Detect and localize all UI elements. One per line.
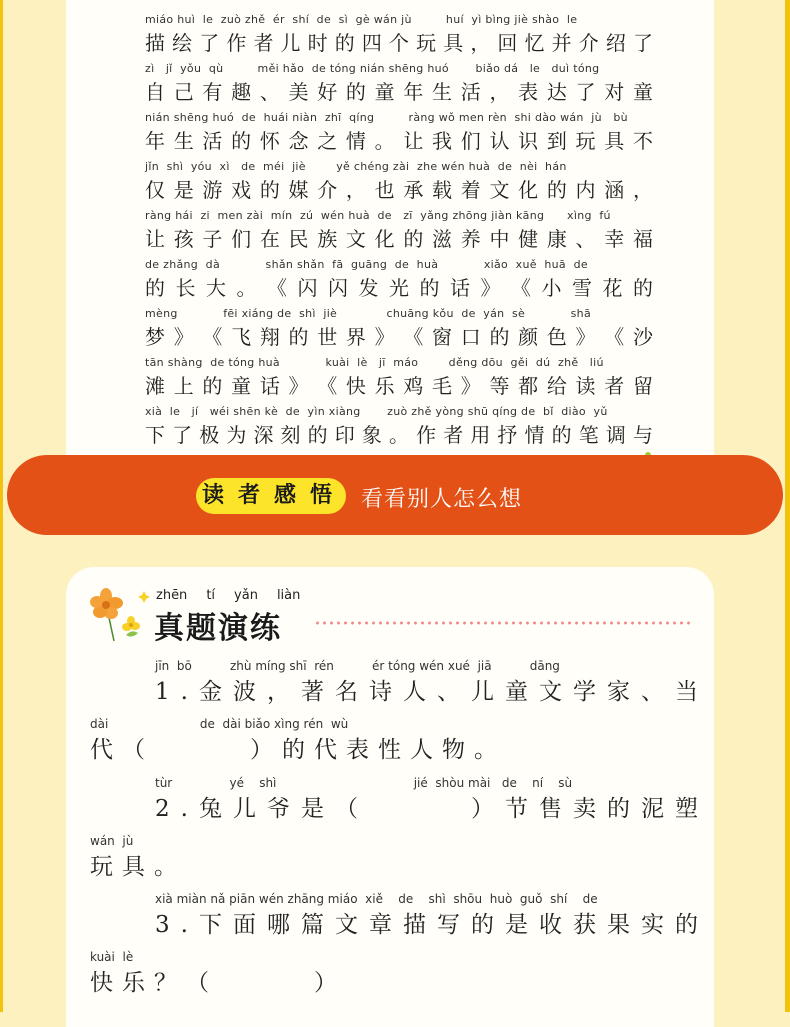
passage-line — [145, 207, 655, 256]
passage-line — [145, 256, 655, 305]
passage-pinyin: de zhǎng dà shǎn shǎn fā guāng de huà xiǎo xuě huā de — [145, 258, 588, 271]
banner-tag: 悟 — [304, 479, 338, 513]
passage-pinyin: jǐn shì yóu xì de méi jiè yě chéng zài zhe wén huà de nèi hán — [145, 160, 567, 173]
question-pinyin: jīn bō zhù míng shī rén ér tóng wén xué jiā dāng — [155, 659, 560, 673]
question-line — [90, 717, 506, 769]
passage-hanzi: 下 了 极 为 深 刻 的 印 象 。 作 者 用 抒 情 的 笔 调 与 — [145, 423, 655, 447]
passage-hanzi: 描 绘 了 作 者 儿 时 的 四 个 玩 具 ， 回 忆 并 介 绍 了 — [145, 31, 655, 55]
question-line — [155, 776, 709, 828]
dotted-divider — [314, 621, 694, 625]
passage-line — [145, 60, 655, 109]
passage-pinyin: miáo huì le zuò zhě ér shí de sì gè wán jù huí yì bìng jiè shào le — [145, 13, 578, 26]
passage-pinyin: zì jǐ yǒu qù měi hǎo de tóng nián shēng huó biǎo dá le duì tóng — [145, 62, 600, 75]
question-text: 2.兔儿爷是（ ）节售卖的泥塑 — [155, 796, 709, 822]
passage-line — [145, 109, 655, 158]
question-line — [155, 892, 709, 944]
passage-hanzi: 的 长 大 。 《 闪 闪 发 光 的 话 》 《 小 雪 花 的 — [145, 276, 655, 300]
passage-line — [145, 354, 655, 403]
question-text: 代（ ）的代表性人物。 — [90, 737, 506, 763]
question-text: 玩具。 — [90, 854, 186, 880]
banner-subtitle: 看看别人怎么想 — [361, 487, 523, 512]
passage-pinyin: mèng fēi xiáng de shì jiè chuāng kǒu de yán sè shā — [145, 307, 591, 320]
banner-tag: 读 — [201, 483, 224, 508]
passage-hanzi: 仅 是 游 戏 的 媒 介 ， 也 承 载 着 文 化 的 内 涵 ， — [145, 178, 655, 202]
passage-pinyin: xià le jí wéi shēn kè de yìn xiàng zuò zhě yòng shū qíng de bǐ diào yǔ — [145, 405, 608, 418]
section-title: 真题演练 — [154, 611, 282, 646]
title-pinyin-syllable: yǎn — [234, 588, 258, 603]
passage-hanzi: 梦 》 《 飞 翔 的 世 界 》 《 窗 口 的 颜 色 》 《 沙 — [145, 325, 655, 349]
flower-icon — [86, 583, 152, 649]
question-pinyin: dài de dài biǎo xìng rén wù — [90, 717, 349, 731]
passage-pinyin: tān shàng de tóng huà kuài lè jī máo děng dōu gěi dú zhě liú — [145, 356, 604, 369]
page-edge-right — [785, 0, 790, 1012]
passage-line — [145, 158, 655, 207]
question-line — [90, 834, 210, 886]
reader-insight-banner — [7, 455, 783, 535]
passage-hanzi: 滩 上 的 童 话 》 《 快 乐 鸡 毛 》 等 都 给 读 者 留 — [145, 374, 655, 398]
question-text: 快乐？（ ） — [90, 970, 346, 996]
question-pinyin: kuài lè — [90, 950, 134, 964]
title-pinyin-syllable: liàn — [276, 588, 301, 603]
question-text: 1.金波，著名诗人、儿童文学家、当 — [155, 679, 709, 705]
passage-hanzi: 年 生 活 的 怀 念 之 情 。 让 我 们 认 识 到 玩 具 不 — [145, 129, 655, 153]
passage-line — [145, 403, 655, 452]
question-pinyin: tùr yé shì jié shòu mài de ní sù — [155, 776, 573, 790]
title-pinyin-syllable: zhēn — [156, 588, 188, 603]
page-edge-left — [0, 0, 3, 1012]
banner-tag: 者 — [237, 483, 260, 508]
passage-line — [145, 305, 655, 354]
banner-tags — [196, 478, 340, 513]
question-pinyin: xià miàn nǎ piān wén zhāng miáo xiě de shì shōu huò guǒ shí de — [155, 892, 598, 906]
question-pinyin: wán jù — [90, 834, 134, 848]
title-pinyin-syllable: tí — [206, 588, 216, 603]
question-line — [90, 950, 346, 1002]
passage-line — [145, 11, 655, 60]
section-title-pinyin — [156, 588, 300, 603]
passage-hanzi: 让 孩 子 们 在 民 族 文 化 的 滋 养 中 健 康 、 幸 福 — [145, 227, 655, 251]
passage-hanzi: 自 己 有 趣 、 美 好 的 童 年 生 活 ， 表 达 了 对 童 — [145, 80, 655, 104]
banner-tag: 感 — [268, 479, 302, 513]
passage-pinyin: nián shēng huó de huái niàn zhī qíng ràng wǒ men rèn shi dào wán jù bù — [145, 111, 628, 124]
question-line — [155, 659, 709, 711]
question-text: 3.下面哪篇文章描写的是收获果实的 — [155, 912, 709, 938]
passage-pinyin: ràng hái zi men zài mín zú wén huà de zī yǎng zhōng jiàn kāng xìng fú — [145, 209, 611, 222]
